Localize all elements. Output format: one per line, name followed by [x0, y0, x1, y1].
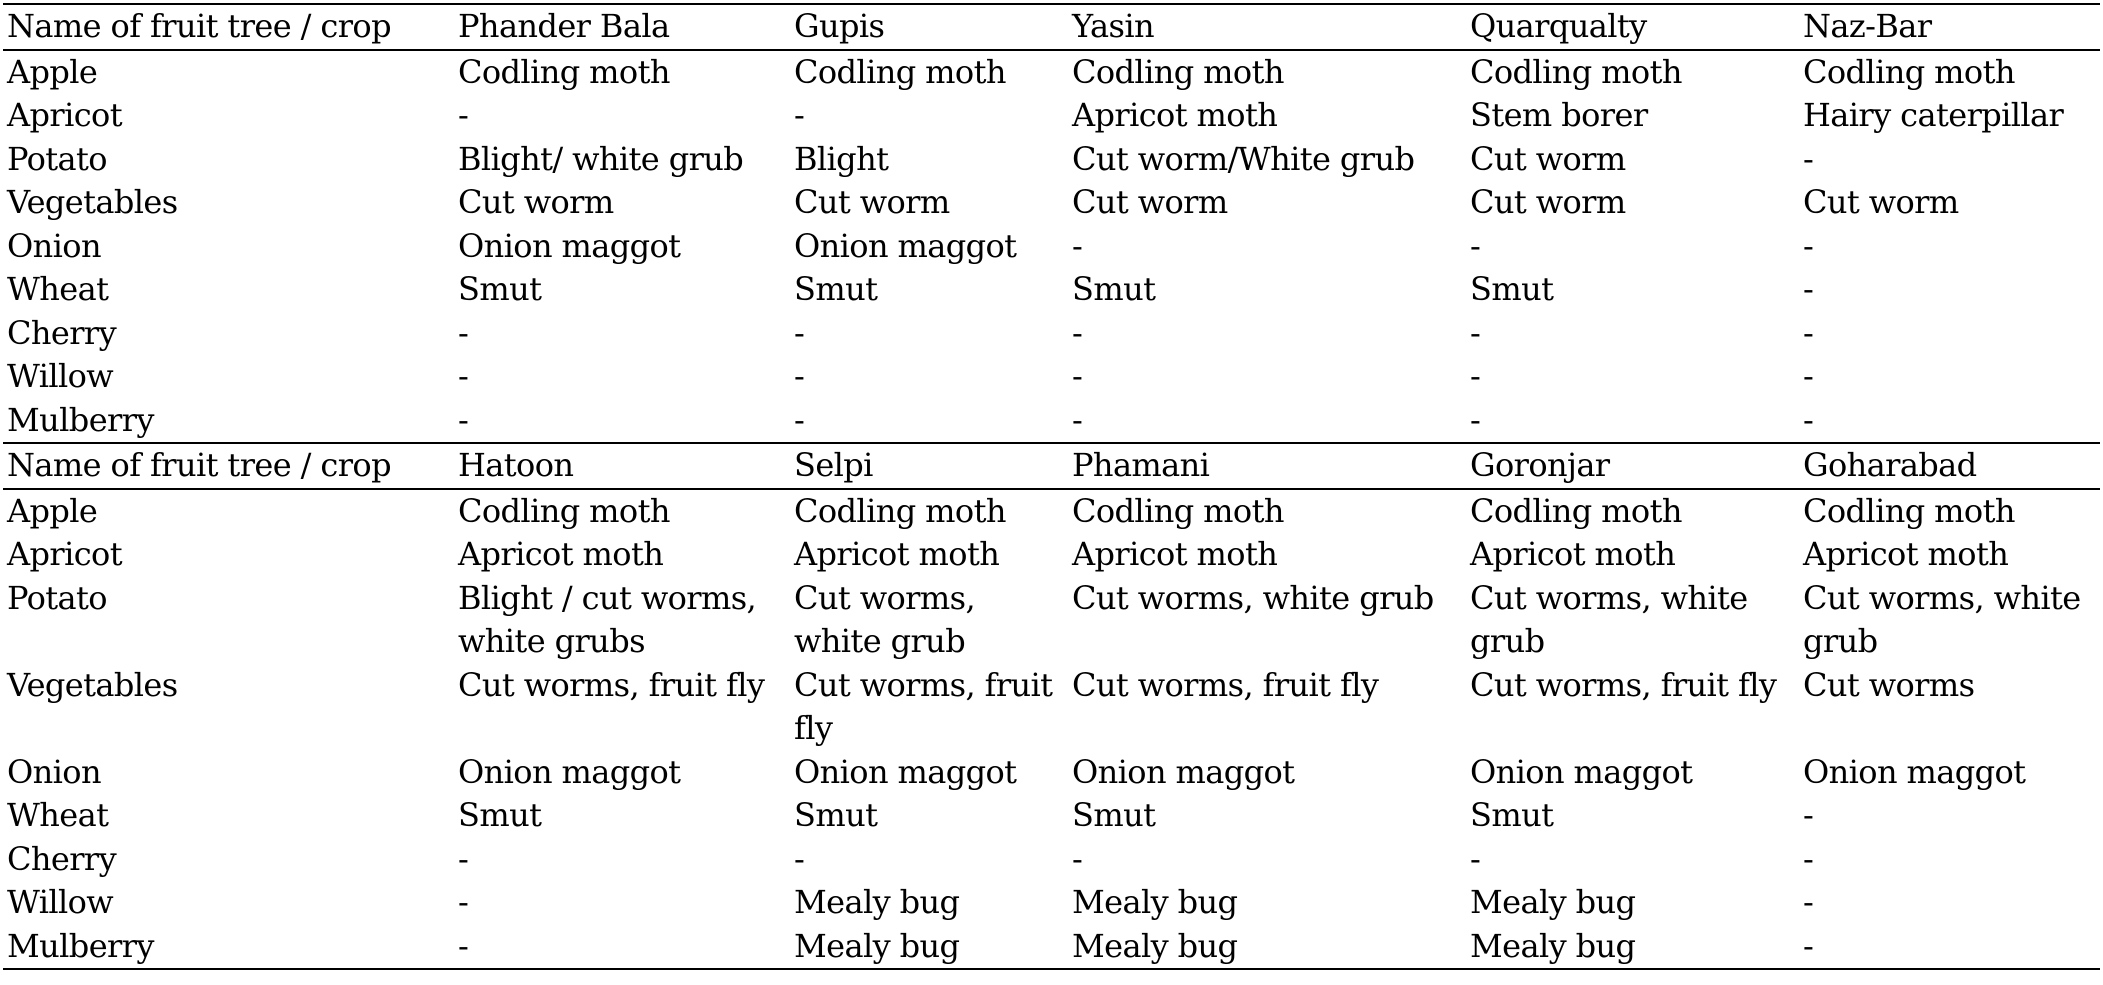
pest-cell: Cut worm — [458, 183, 614, 221]
pest-cell: Apricot moth — [794, 535, 1000, 573]
crop-name-cell: Potato — [7, 578, 107, 617]
pest-cell: - — [1072, 313, 1083, 352]
pest-cell: Codling moth — [1470, 52, 1682, 91]
table-row — [3, 225, 2100, 269]
pest-cell: Codling moth — [1470, 491, 1682, 530]
table-row — [3, 664, 2100, 751]
table-row — [3, 489, 2100, 534]
table-row — [3, 881, 2100, 925]
pest-cell: Onion maggot — [1470, 752, 1693, 791]
pest-cell: Codling moth — [794, 491, 1006, 530]
pest-cell: - — [458, 883, 469, 921]
table-row — [3, 268, 2100, 312]
pest-cell: Cut worm — [1470, 183, 1626, 221]
pest-cell: - — [458, 313, 469, 352]
pest-cell: Smut — [458, 270, 542, 308]
header-cell-location: Naz-Bar — [1799, 4, 2100, 50]
pest-cell: Apricot moth — [1072, 96, 1278, 134]
pest-cell: Mealy bug — [790, 925, 1068, 970]
pest-cell: - — [1470, 400, 1481, 439]
pest-cell: Onion maggot — [458, 752, 681, 791]
pest-cell: - — [1803, 883, 1814, 921]
pest-cell: - — [794, 839, 805, 878]
crop-name-cell: Mulberry — [7, 400, 154, 439]
header-cell-location: Selpi — [790, 443, 1068, 489]
pest-cell: - — [1803, 839, 1814, 878]
crop-name-cell: Wheat — [7, 270, 109, 308]
pest-cell: Smut — [1072, 270, 1156, 308]
pest-cell: Cut worms, white grub — [1803, 578, 2081, 660]
pest-cell: - — [1470, 357, 1481, 395]
pest-cell: Onion maggot — [1072, 752, 1295, 791]
pest-cell: - — [1803, 313, 1814, 352]
pest-cell: Cut worms — [1803, 665, 1975, 704]
crop-name-cell: Onion — [7, 752, 101, 791]
crop-name-cell: Wheat — [7, 796, 109, 834]
pest-cell: - — [794, 357, 805, 395]
pest-cell: Onion maggot — [794, 752, 1017, 791]
pest-cell: Smut — [1470, 796, 1554, 834]
pest-cell: Apricot moth — [1072, 535, 1278, 573]
pest-table — [3, 3, 2100, 970]
pest-cell: Hairy caterpillar — [1803, 96, 2064, 134]
pest-cell: Cut worm — [1803, 183, 1959, 221]
table-row — [3, 533, 2100, 577]
pest-cell: - — [1072, 839, 1083, 878]
pest-cell: - — [794, 313, 805, 352]
pest-cell: Codling moth — [1803, 52, 2015, 91]
crop-name-cell: Cherry — [7, 313, 117, 352]
pest-table-body — [3, 4, 2100, 969]
crop-name-cell: Apricot — [7, 535, 122, 573]
header-cell-location: Phander Bala — [454, 4, 790, 50]
table-row — [3, 838, 2100, 882]
pest-cell: - — [1470, 226, 1481, 265]
pest-cell: Cut worm — [1072, 183, 1228, 221]
pest-cell: - — [458, 357, 469, 395]
pest-cell: - — [458, 839, 469, 878]
pest-cell: Codling moth — [458, 491, 670, 530]
pest-cell: Codling moth — [794, 52, 1006, 91]
pest-cell: Blight / cut worms, white grubs — [458, 578, 757, 660]
pest-cell: Mealy bug — [1466, 925, 1799, 970]
table-row — [3, 312, 2100, 356]
crop-name-cell: Willow — [7, 357, 114, 395]
pest-cell: - — [1803, 796, 1814, 834]
pest-cell: Onion maggot — [1803, 752, 2026, 791]
pest-cell: Stem borer — [1470, 96, 1648, 134]
pest-cell: - — [1803, 357, 1814, 395]
pest-cell: - — [1072, 400, 1083, 439]
pest-cell: Apricot moth — [1803, 535, 2009, 573]
pest-cell: Onion maggot — [794, 226, 1017, 265]
pest-cell: Cut worms, fruit fly — [458, 665, 765, 704]
table-row — [3, 794, 2100, 838]
pest-cell: Apricot moth — [1470, 535, 1676, 573]
header-cell-crop: Name of fruit tree / crop — [3, 4, 454, 50]
pest-cell: Cut worms, white grub — [794, 578, 976, 660]
section-2-header-row — [3, 443, 2100, 489]
pest-cell: Mealy bug — [1072, 883, 1238, 921]
crop-name-cell: Mulberry — [3, 925, 454, 970]
pest-cell: Blight — [794, 139, 889, 178]
pest-cell: Cut worms, white grub — [1470, 578, 1748, 660]
table-row — [3, 94, 2100, 138]
table-row — [3, 181, 2100, 225]
pest-cell: - — [1803, 270, 1814, 308]
pest-cell: Cut worms, fruit fly — [1470, 665, 1777, 704]
pest-cell: Onion maggot — [458, 226, 681, 265]
header-cell-location: Hatoon — [454, 443, 790, 489]
pest-cell: Cut worms, white grub — [1072, 578, 1434, 617]
table-row — [3, 925, 2100, 970]
pest-cell: - — [458, 400, 469, 439]
pest-cell: - — [454, 925, 790, 970]
pest-cell: - — [794, 400, 805, 439]
pest-cell: Mealy bug — [1470, 883, 1636, 921]
pest-cell: Apricot moth — [458, 535, 664, 573]
pest-cell: Cut worms, fruit fly — [1072, 665, 1379, 704]
pest-cell: Smut — [458, 796, 542, 834]
section-1-header-row — [3, 4, 2100, 50]
pest-cell: Smut — [794, 796, 878, 834]
pest-cell: - — [1072, 357, 1083, 395]
table-row — [3, 751, 2100, 795]
pest-cell: - — [458, 96, 469, 134]
header-cell-location: Goharabad — [1799, 443, 2100, 489]
crop-name-cell: Onion — [7, 226, 101, 265]
table-row — [3, 50, 2100, 95]
pest-cell: Smut — [794, 270, 878, 308]
pest-cell: - — [1072, 226, 1083, 265]
header-cell-location: Quarqualty — [1466, 4, 1799, 50]
table-row — [3, 399, 2100, 444]
crop-name-cell: Potato — [7, 139, 107, 178]
crop-name-cell: Apricot — [7, 96, 122, 134]
pest-cell: Smut — [1470, 270, 1554, 308]
pest-cell: - — [1799, 925, 2100, 970]
pest-cell: Smut — [1072, 796, 1156, 834]
pest-cell: Mealy bug — [794, 883, 960, 921]
pest-cell: Cut worms, fruit fly — [794, 665, 1053, 747]
crop-name-cell: Cherry — [7, 839, 117, 878]
crop-name-cell: Vegetables — [7, 183, 178, 221]
header-cell-crop: Name of fruit tree / crop — [3, 443, 454, 489]
pest-cell: - — [1803, 226, 1814, 265]
table-row — [3, 577, 2100, 664]
header-cell-location: Goronjar — [1466, 443, 1799, 489]
pest-cell: Cut worm — [1470, 139, 1626, 178]
crop-name-cell: Vegetables — [7, 665, 178, 704]
pest-cell: - — [1803, 139, 1814, 178]
header-cell-location: Phamani — [1068, 443, 1466, 489]
crop-name-cell: Apple — [7, 52, 98, 91]
crop-name-cell: Willow — [7, 883, 114, 921]
pest-cell: Cut worm/White grub — [1072, 139, 1415, 178]
pest-cell: Cut worm — [794, 183, 950, 221]
table-row — [3, 355, 2100, 399]
pest-cell: Mealy bug — [1068, 925, 1466, 970]
table-row — [3, 138, 2100, 182]
pest-cell: Blight/ white grub — [458, 139, 744, 178]
pest-cell: - — [1470, 313, 1481, 352]
header-cell-location: Gupis — [790, 4, 1068, 50]
pest-cell: - — [794, 96, 805, 134]
pest-cell: Codling moth — [458, 52, 670, 91]
pest-cell: Codling moth — [1072, 52, 1284, 91]
pest-cell: Codling moth — [1072, 491, 1284, 530]
header-cell-location: Yasin — [1068, 4, 1466, 50]
pest-table-wrapper — [3, 3, 2100, 970]
pest-cell: - — [1470, 839, 1481, 878]
pest-cell: Codling moth — [1803, 491, 2015, 530]
crop-name-cell: Apple — [7, 491, 98, 530]
pest-cell: - — [1803, 400, 1814, 439]
